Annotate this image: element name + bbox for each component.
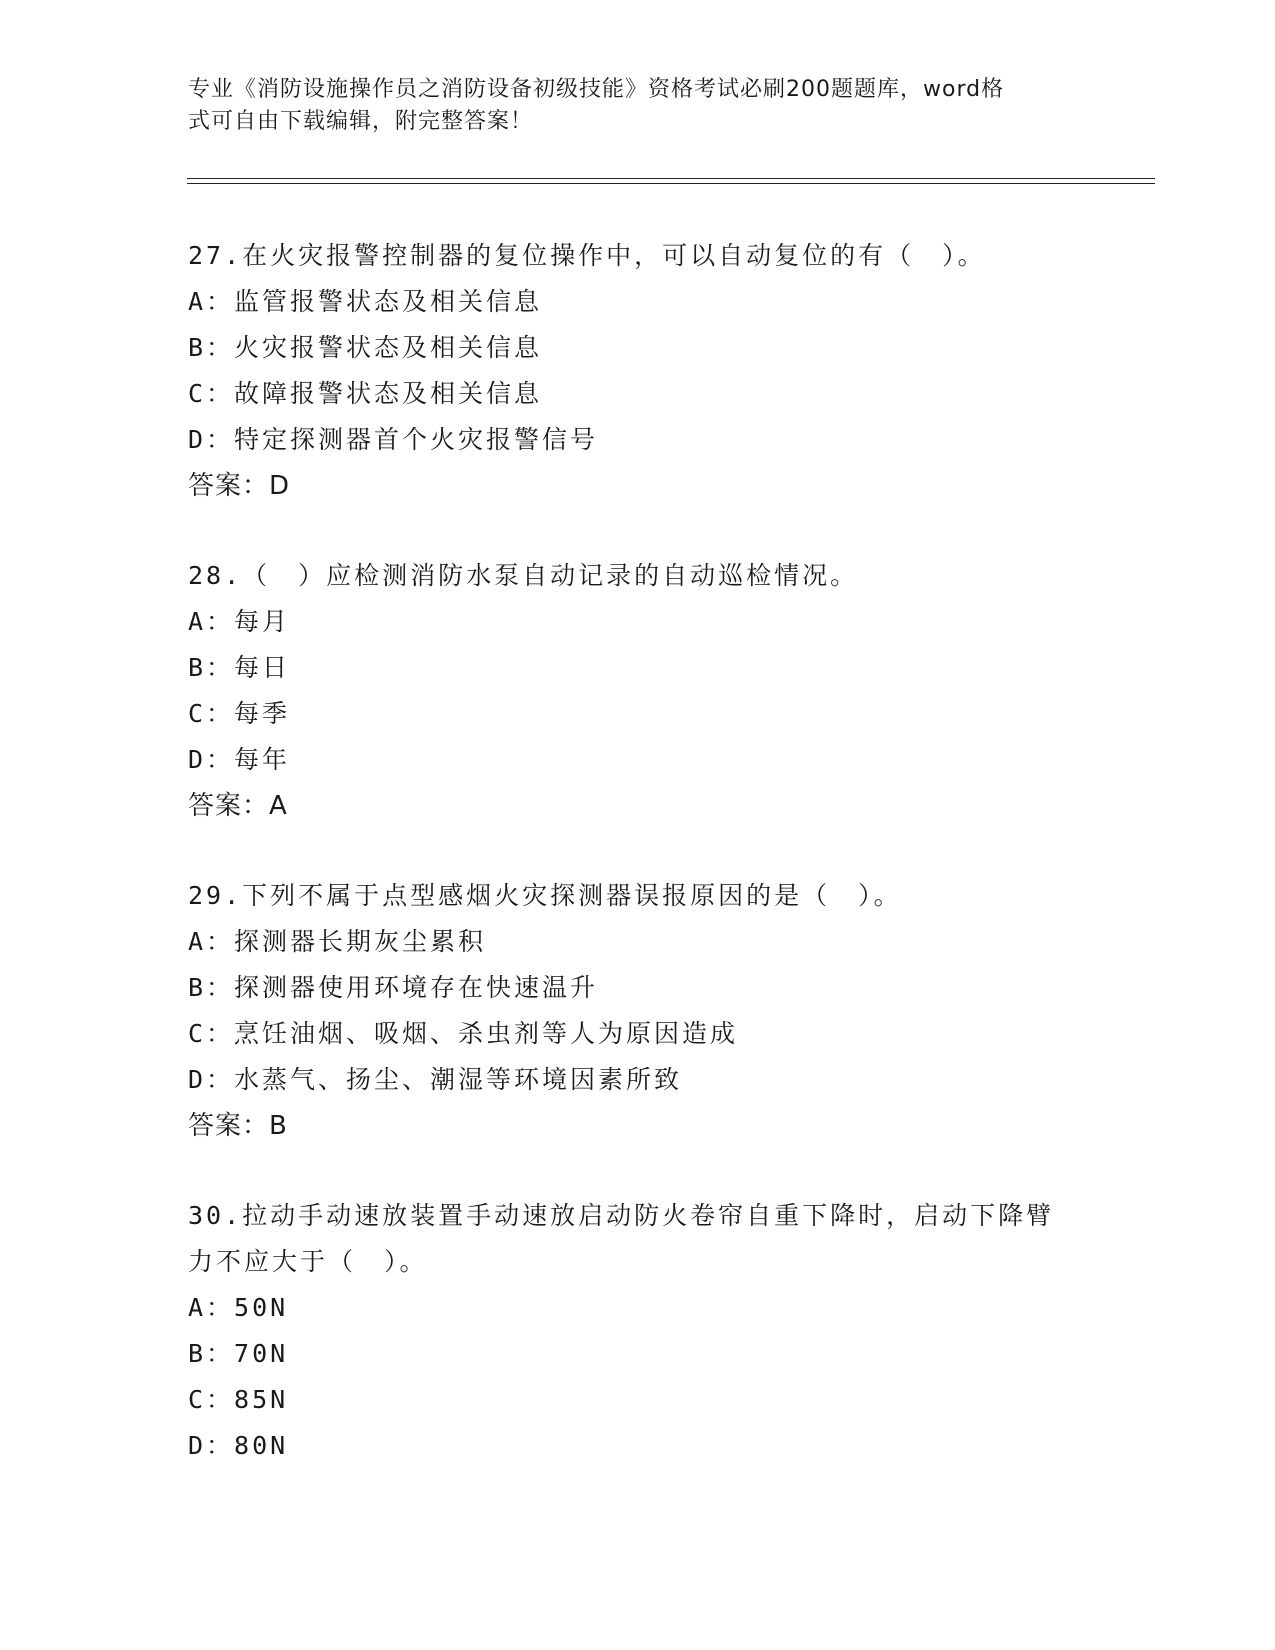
option-c: C：烹饪油烟、吸烟、杀虫剂等人为原因造成 <box>188 1019 739 1048</box>
question-28 <box>188 553 1088 829</box>
question-27 <box>188 233 1088 509</box>
option-a: A：探测器长期灰尘累积 <box>188 927 487 956</box>
option-d: D：80N <box>188 1431 289 1460</box>
option-a: A：监管报警状态及相关信息 <box>188 287 543 316</box>
header-divider-bottom <box>187 183 1155 184</box>
option-c: C：每季 <box>188 699 291 728</box>
question-29 <box>188 873 1088 1149</box>
option-d: D：每年 <box>188 745 291 774</box>
header-line-2: 式可自由下载编辑，附完整答案！ <box>188 109 534 134</box>
answer-line: 答案：B <box>188 1111 288 1141</box>
answer-line: 答案：A <box>188 791 288 821</box>
document-header <box>188 74 1068 138</box>
option-b: B：探测器使用环境存在快速温升 <box>188 973 599 1002</box>
option-d: D：特定探测器首个火灾报警信号 <box>188 425 599 454</box>
question-stem: 27.在火灾报警控制器的复位操作中，可以自动复位的有（ ）。 <box>188 241 986 270</box>
header-divider-top <box>187 178 1155 179</box>
option-c: C：故障报警状态及相关信息 <box>188 379 543 408</box>
header-line-1: 专业《消防设施操作员之消防设备初级技能》资格考试必刷200题题库，word格 <box>188 77 1005 102</box>
option-b: B：火灾报警状态及相关信息 <box>188 333 543 362</box>
option-a: A：每月 <box>188 607 291 636</box>
option-b: B：70N <box>188 1339 289 1368</box>
question-30 <box>188 1193 1088 1469</box>
option-c: C：85N <box>188 1385 289 1414</box>
question-stem: 29.下列不属于点型感烟火灾探测器误报原因的是（ ）。 <box>188 881 902 910</box>
question-stem: 28.（ ）应检测消防水泵自动记录的自动巡检情况。 <box>188 561 859 590</box>
answer-line: 答案：D <box>188 471 291 501</box>
option-d: D：水蒸气、扬尘、潮湿等环境因素所致 <box>188 1065 683 1094</box>
question-stem: 30.拉动手动速放装置手动速放启动防火卷帘自重下降时，启动下降臂力不应大于（ ）。 <box>188 1201 1055 1276</box>
option-b: B：每日 <box>188 653 291 682</box>
option-a: A：50N <box>188 1293 289 1322</box>
